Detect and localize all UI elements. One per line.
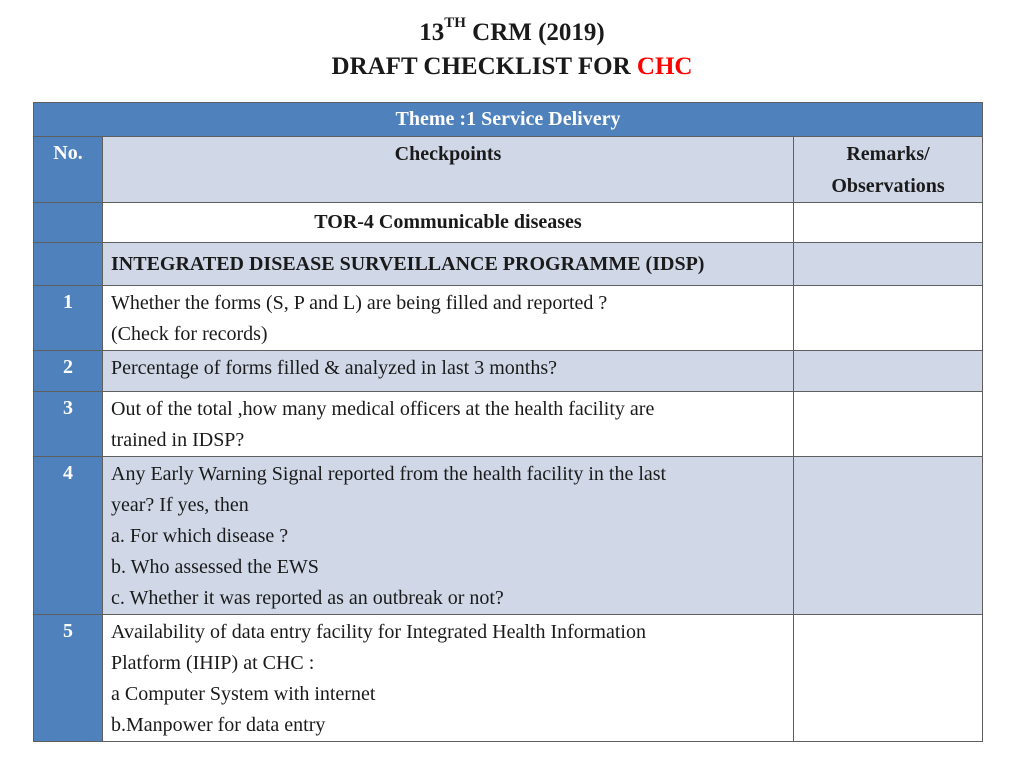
title-superscript: TH <box>444 15 466 31</box>
checkpoint-text: Whether the forms (S, P and L) are being filled and reported ? (Check for records) <box>103 286 794 351</box>
tor-row <box>34 203 983 243</box>
table-row <box>34 457 983 615</box>
remarks-cell[interactable] <box>794 457 983 615</box>
table-row <box>34 351 983 392</box>
row-number: 4 <box>34 457 103 615</box>
theme-header: Theme :1 Service Delivery <box>34 103 983 137</box>
title-line-2 <box>0 50 1024 84</box>
table-row <box>34 392 983 457</box>
section-remarks-cell <box>794 243 983 286</box>
checkpoint-text: Out of the total ,how many medical officers at the health facility are trained in IDSP? <box>103 392 794 457</box>
theme-row <box>34 103 983 137</box>
row-number: 3 <box>34 392 103 457</box>
checkpoint-text: Percentage of forms filled & analyzed in last 3 months? <box>103 351 794 392</box>
section-row <box>34 243 983 286</box>
table-row <box>34 286 983 351</box>
title-line-1 <box>0 16 1024 50</box>
title-crm: CRM (2019) <box>465 19 605 46</box>
remarks-cell[interactable] <box>794 615 983 742</box>
checkpoint-text: Any Early Warning Signal reported from the health facility in the last year? If yes, then a. For which disease ? b. Who assessed the EWS c. Whether it was reported as an outbreak or not? <box>103 457 794 615</box>
table-row <box>34 615 983 742</box>
column-header-remarks: Remarks/ Observations <box>794 137 983 203</box>
remarks-cell[interactable] <box>794 392 983 457</box>
title-chc: CHC <box>636 53 693 80</box>
column-header-row <box>34 137 983 203</box>
checkpoint-text: Availability of data entry facility for Integrated Health Information Platform (IHIP) at CHC : a Computer System with internet b.Manpower for data entry <box>103 615 794 742</box>
column-header-no: No. <box>34 137 103 203</box>
row-number: 5 <box>34 615 103 742</box>
row-number: 2 <box>34 351 103 392</box>
title-checklist: DRAFT CHECKLIST FOR <box>331 53 637 80</box>
section-no-cell <box>34 243 103 286</box>
column-header-checkpoints: Checkpoints <box>103 137 794 203</box>
title-number: 13 <box>419 19 445 46</box>
page-title <box>0 16 1024 84</box>
remarks-cell[interactable] <box>794 286 983 351</box>
section-title: INTEGRATED DISEASE SURVEILLANCE PROGRAMME (IDSP) <box>103 243 794 286</box>
checklist-table <box>33 102 983 742</box>
tor-title: TOR-4 Communicable diseases <box>103 203 794 243</box>
tor-no-cell <box>34 203 103 243</box>
row-number: 1 <box>34 286 103 351</box>
remarks-cell[interactable] <box>794 351 983 392</box>
tor-remarks-cell <box>794 203 983 243</box>
